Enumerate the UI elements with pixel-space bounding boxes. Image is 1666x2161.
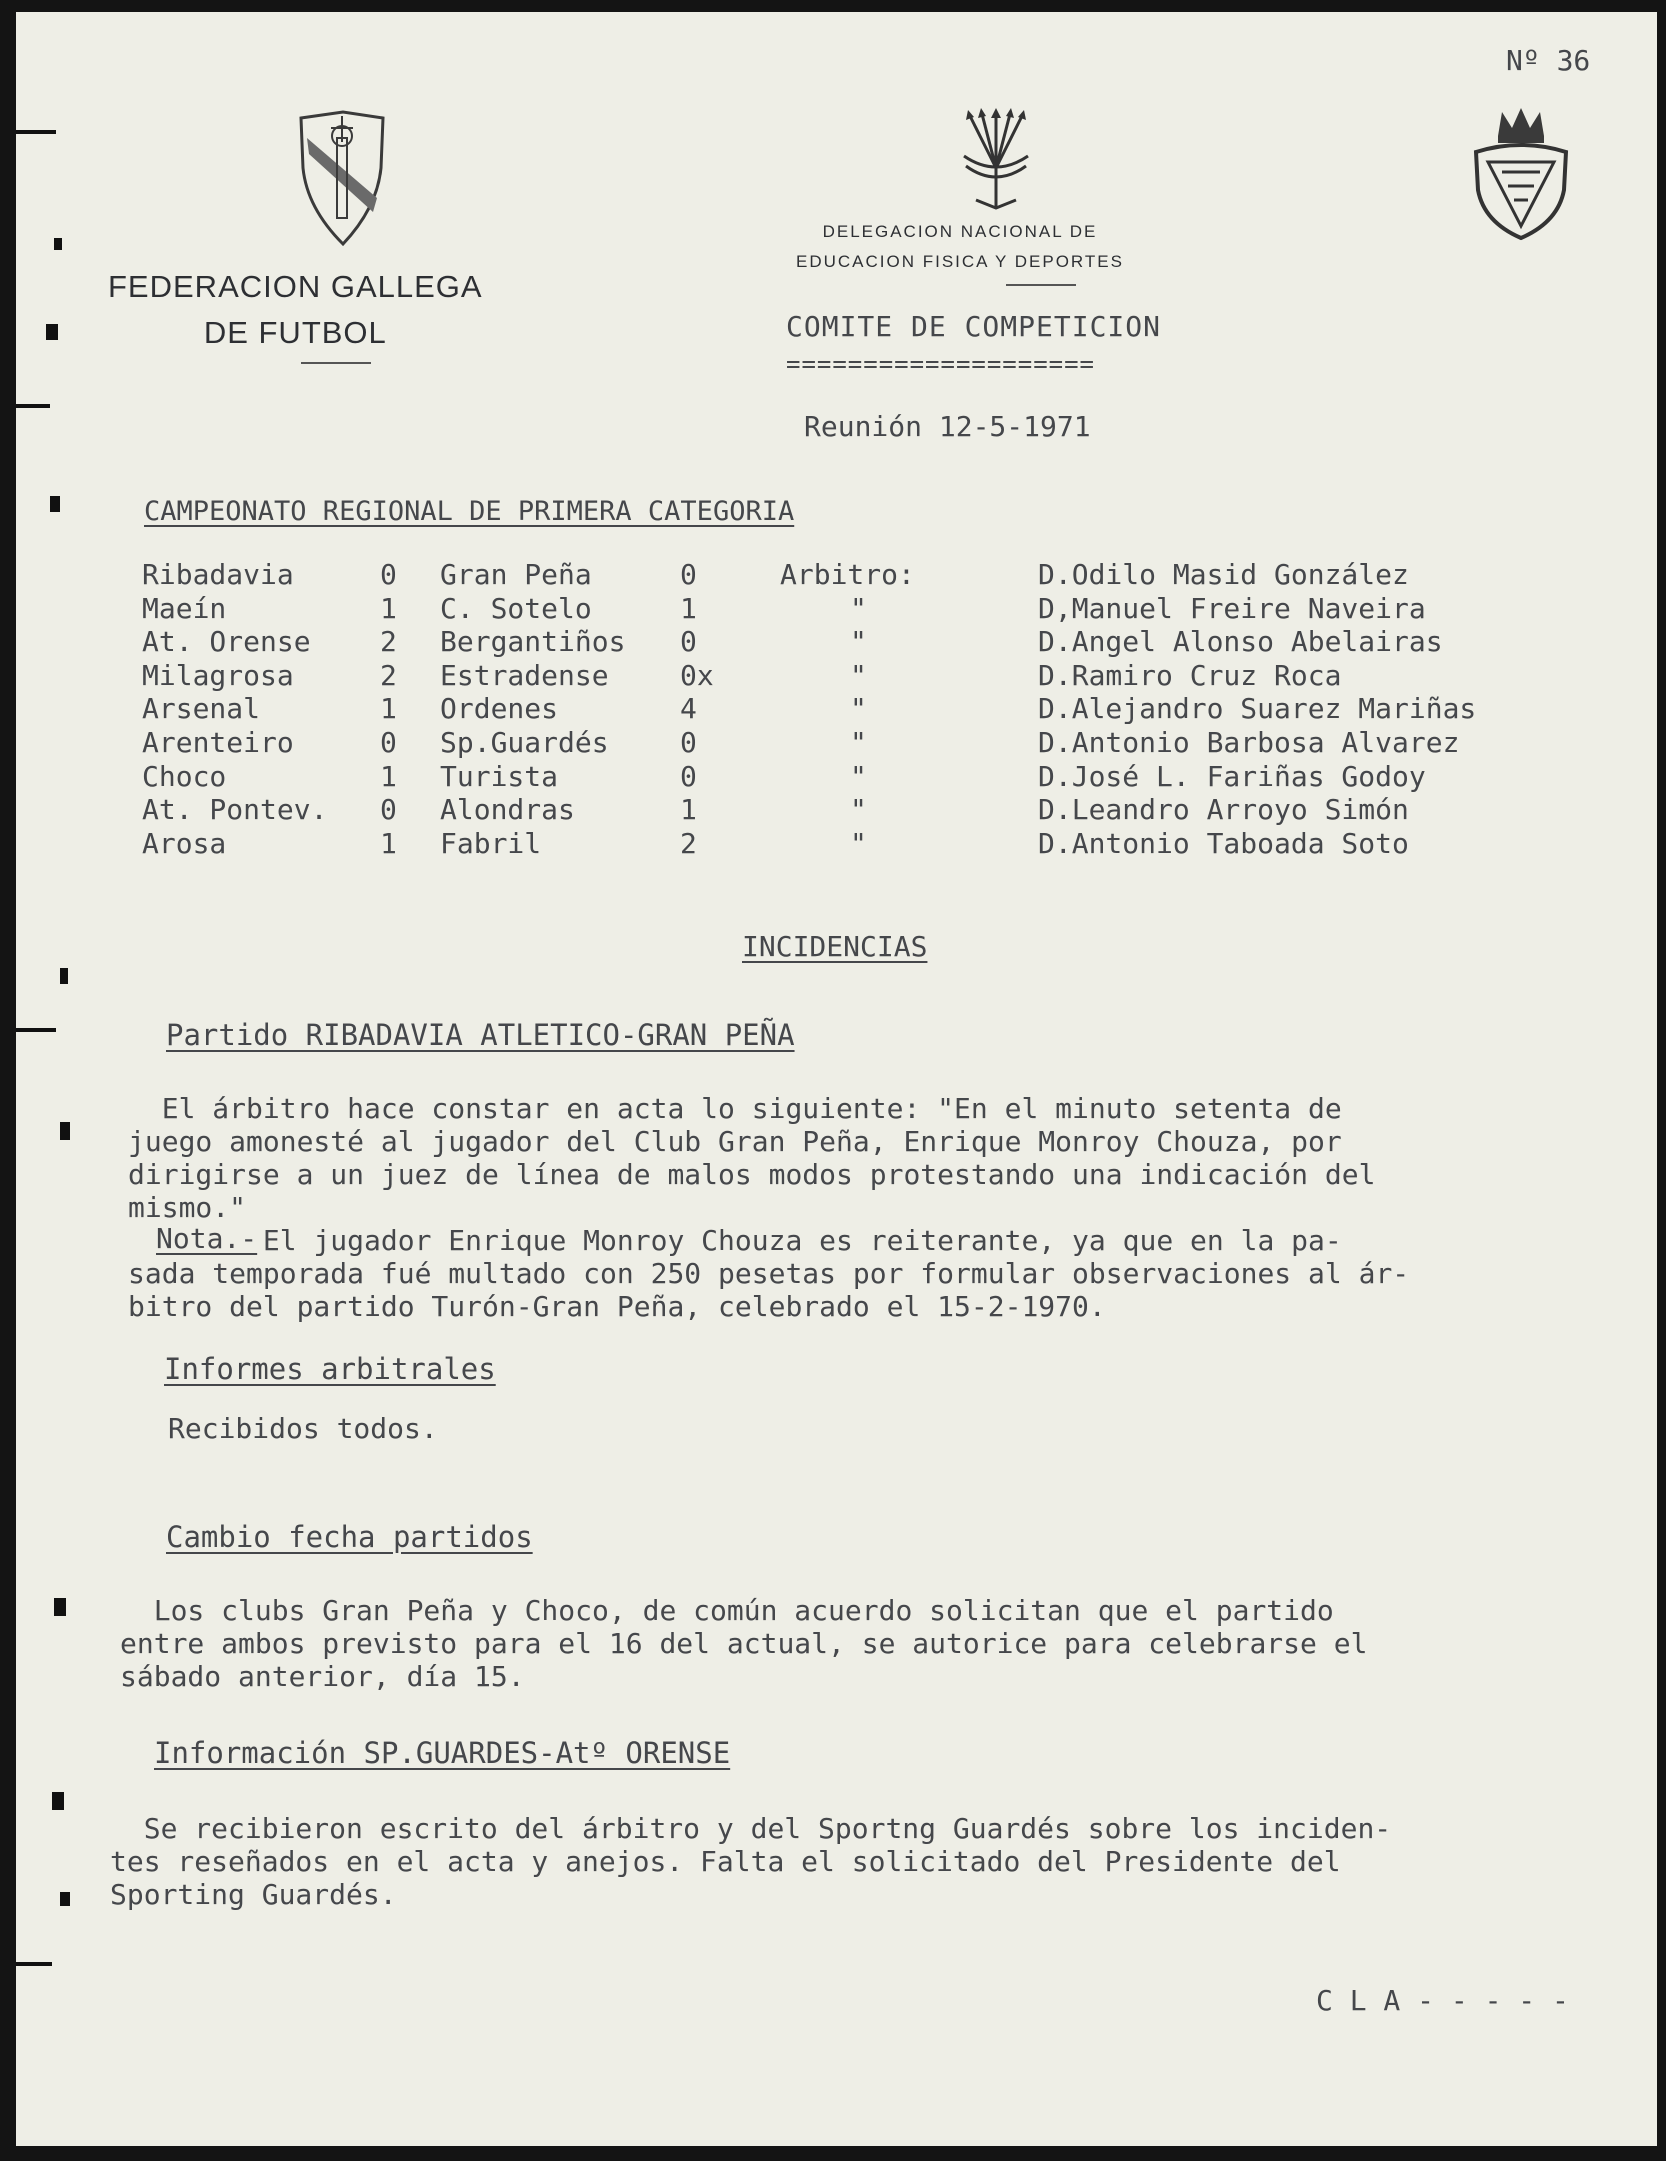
away-team: Ordenes	[440, 692, 559, 726]
referee-label: "	[850, 692, 867, 726]
result-row	[142, 558, 1558, 592]
away-goals: 4	[680, 692, 697, 726]
away-team: Alondras	[440, 793, 575, 827]
home-team: Maeín	[142, 591, 227, 625]
match-incident-heading: Partido RIBADAVIA ATLETICO-GRAN PEÑA	[166, 1018, 795, 1052]
home-goals: 2	[380, 625, 397, 659]
home-goals: 0	[380, 793, 397, 827]
note-label: Nota.-	[156, 1222, 258, 1255]
referee-reports-body: Recibidos todos.	[168, 1412, 438, 1445]
meeting-date: Reunión 12-5-1971	[804, 410, 1091, 443]
away-goals: 0	[680, 759, 697, 793]
referee-label: "	[850, 826, 867, 860]
referee-name: D.Angel Alonso Abelairas	[1038, 625, 1443, 659]
home-team: Arsenal	[142, 692, 261, 726]
delegation-divider	[1006, 284, 1076, 286]
away-goals: 1	[680, 793, 697, 827]
referee-reports-heading: Informes arbitrales	[164, 1352, 496, 1386]
home-goals: 2	[380, 658, 397, 692]
home-team: At. Orense	[142, 625, 311, 659]
date-change-body: Los clubs Gran Peña y Choco, de común acuerdo solicitan que el partido entre ambos previsto para el 16 del actual, se autorice para celebrarse el sábado anterior, día 15.	[120, 1594, 1368, 1693]
delegation-line2: EDUCACION FISICA Y DEPORTES	[796, 252, 1124, 271]
referee-label: "	[850, 759, 867, 793]
federation-name-line2: DE FUTBOL	[203, 315, 387, 350]
results-table	[142, 558, 1558, 860]
note-body	[128, 1224, 1409, 1323]
away-team: Sp.Guardés	[440, 725, 609, 759]
referee-name: D.Alejandro Suarez Mariñas	[1038, 692, 1477, 726]
referee-name: D.Ramiro Cruz Roca	[1038, 658, 1342, 692]
result-row	[142, 793, 1558, 827]
result-row	[142, 625, 1558, 659]
committee-title: COMITE DE COMPETICION	[786, 310, 1162, 343]
crowned-shield-icon	[1468, 102, 1574, 242]
championship-title: CAMPEONATO REGIONAL DE PRIMERA CATEGORIA	[144, 496, 795, 527]
delegation-line1: DELEGACION NACIONAL DE	[822, 222, 1098, 241]
committee-double-rule: ====================	[786, 350, 1095, 378]
delegation-name	[796, 217, 1124, 277]
match-incident-body: El árbitro hace constar en acta lo siguiente: "En el minuto setenta de juego amonesté al jugador del Club Gran Peña, Enrique Monroy Chouza, por dirigirse a un juez de línea de malos modos protestando una indicación del mismo."	[128, 1092, 1376, 1224]
home-goals: 1	[380, 826, 397, 860]
home-team: Ribadavia	[142, 558, 294, 591]
referee-name: D.Odilo Masid González	[1038, 558, 1409, 591]
home-goals: 1	[380, 692, 397, 726]
date-change-heading: Cambio fecha partidos	[166, 1520, 533, 1554]
referee-name: D.Leandro Arroyo Simón	[1038, 793, 1409, 827]
result-row	[142, 659, 1558, 693]
home-goals: 0	[380, 558, 397, 591]
referee-label: Arbitro:	[780, 558, 915, 591]
home-goals: 1	[380, 759, 397, 793]
federation-shield-icon	[297, 108, 387, 248]
federation-name-line1: FEDERACION GALLEGA	[108, 269, 483, 304]
home-team: Milagrosa	[142, 658, 294, 692]
referee-label: "	[850, 793, 867, 827]
away-team: C. Sotelo	[440, 591, 592, 625]
referee-name: D.Antonio Taboada Soto	[1038, 826, 1409, 860]
referee-label: "	[850, 658, 867, 692]
federation-name	[108, 264, 483, 356]
note-text: El jugador Enrique Monroy Chouza es reiterante, ya que en la pa- sada temporada fué multado con 250 pesetas por formular observaciones al ár- bitro del partido Turón-Gran Peña, celebrado el 15-2-1970.	[128, 1224, 1410, 1323]
result-row	[142, 592, 1558, 626]
federation-divider	[301, 362, 371, 364]
yoke-and-arrows-icon	[956, 108, 1036, 218]
referee-label: "	[850, 725, 867, 759]
referee-label: "	[850, 591, 867, 625]
home-team: Choco	[142, 759, 227, 793]
document-page	[16, 12, 1657, 2146]
home-goals: 0	[380, 725, 397, 759]
home-team: Arosa	[142, 826, 227, 860]
home-team: Arenteiro	[142, 725, 294, 759]
away-goals: 0x	[680, 658, 714, 692]
information-heading: Información SP.GUARDES-Atº ORENSE	[154, 1736, 731, 1770]
away-team: Estradense	[440, 658, 609, 692]
referee-name: D,Manuel Freire Naveira	[1038, 591, 1426, 625]
result-row	[142, 827, 1558, 861]
away-goals: 1	[680, 591, 697, 625]
home-team: At. Pontev.	[142, 793, 328, 827]
document-number: Nº 36	[1506, 44, 1591, 77]
result-row	[142, 726, 1558, 760]
result-row	[142, 760, 1558, 794]
away-goals: 0	[680, 625, 697, 659]
incidents-title: INCIDENCIAS	[742, 930, 928, 963]
away-team: Bergantiños	[440, 625, 626, 659]
referee-name: D.José L. Fariñas Godoy	[1038, 759, 1426, 793]
result-row	[142, 692, 1558, 726]
away-team: Turista	[440, 759, 559, 793]
information-body: Se recibieron escrito del árbitro y del Sportng Guardés sobre los inciden- tes reseñados en el acta y anejos. Falta el solicitado del Presidente del Sporting Guardés.	[110, 1812, 1392, 1911]
away-team: Fabril	[440, 826, 542, 860]
away-goals: 0	[680, 725, 697, 759]
away-goals: 2	[680, 826, 697, 860]
continuation-marker: C L A - - - - -	[1316, 1984, 1569, 2017]
home-goals: 1	[380, 591, 397, 625]
away-goals: 0	[680, 558, 697, 591]
referee-name: D.Antonio Barbosa Alvarez	[1038, 725, 1460, 759]
away-team: Gran Peña	[440, 558, 592, 591]
referee-label: "	[850, 625, 867, 659]
